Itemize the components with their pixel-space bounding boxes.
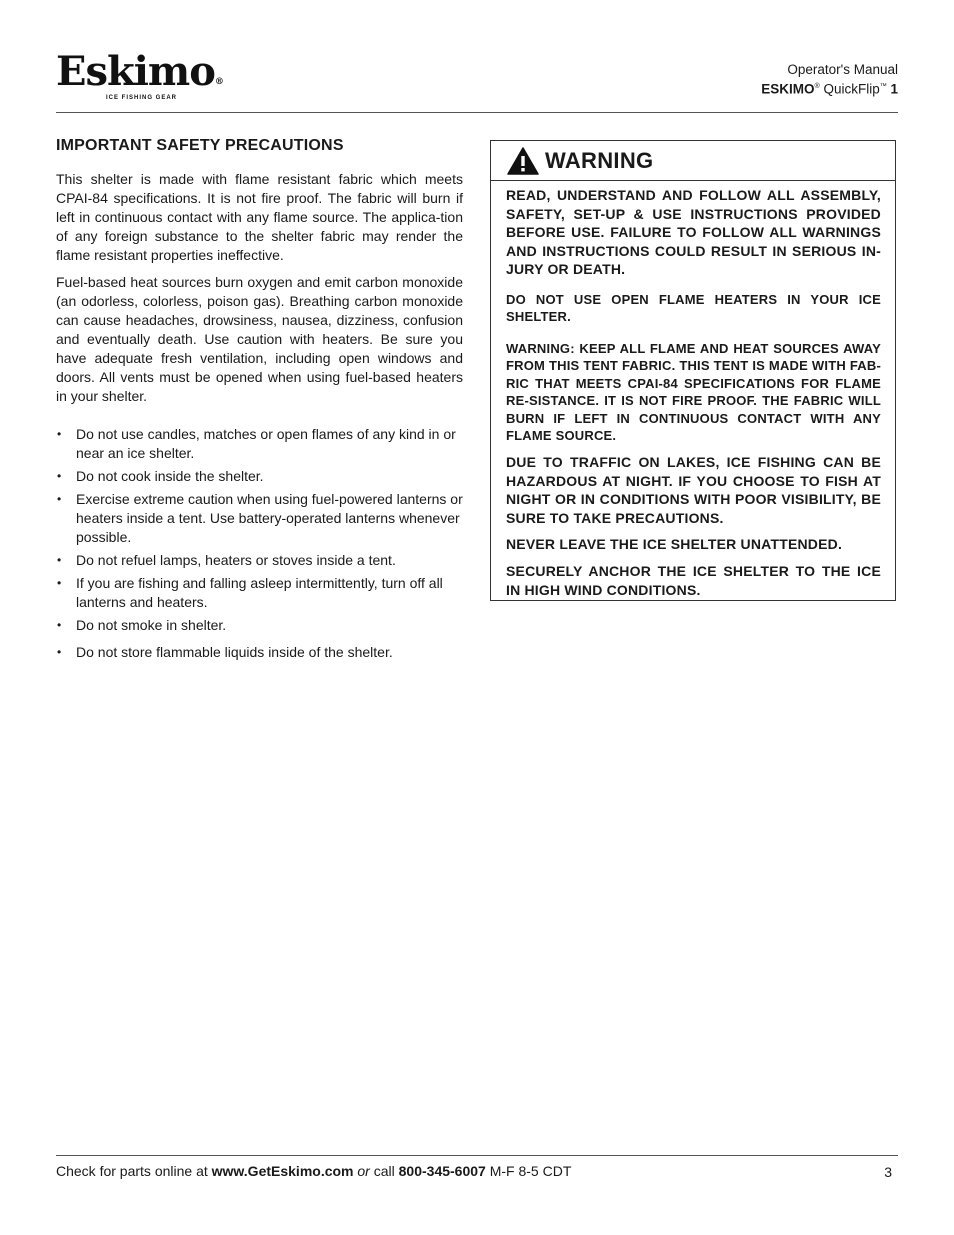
warning-paragraph: READ, UNDERSTAND AND FOLLOW ALL ASSEMBLY, SAFETY, SET-UP & USE INSTRUCTIONS PROVIDED BEFORE USE. FAILURE TO FOLLOW ALL WARNINGS AND INSTRUCTIONS COULD RESULT IN SERIOUS IN-JURY OR DEATH. <box>506 187 881 278</box>
product-name: QuickFlip <box>823 81 880 97</box>
product-model: 1 <box>890 81 898 97</box>
logo-tagline: ICE FISHING GEAR <box>106 95 178 101</box>
list-item: • Do not store flammable liquids inside of the shelter. <box>57 644 393 660</box>
list-item: • Do not smoke in shelter. <box>57 617 227 633</box>
list-item: • Exercise extreme caution when using fuel-powered lanterns or heaters inside a tent. Use battery-operated lanterns whenever possible. <box>57 491 463 545</box>
website-link[interactable]: www.GetEskimo.com <box>211 1163 354 1179</box>
warning-paragraph: NEVER LEAVE THE ICE SHELTER UNATTENDED. <box>506 536 843 553</box>
list-item: • If you are fishing and falling asleep intermittently, turn off all lanterns and heaters. <box>57 575 443 610</box>
warning-paragraph: WARNING: KEEP ALL FLAME AND HEAT SOURCES AWAY FROM THIS TENT FABRIC. THIS TENT IS MADE WITH FAB-RIC THAT MEETS CPAI-84 SPECIFICATIONS FOR FLAME RE-SISTANCE. IT IS NOT FIRE PROOF. THE FABRIC WILL BURN IF LEFT IN CONTINUOUS CONTACT WITH ANY FLAME SOURCE. <box>506 340 881 444</box>
logo-reg-mark: ® <box>214 77 223 87</box>
tm-mark: ™ <box>879 83 887 90</box>
list-item: • Do not refuel lamps, heaters or stoves inside a tent. <box>57 552 396 568</box>
warning-paragraph: DUE TO TRAFFIC ON LAKES, ICE FISHING CAN BE HAZARDOUS AT NIGHT. IF YOU CHOOSE TO FISH AT NIGHT OR IN CONDITIONS WITH POOR VISIBILITY, BE SURE TO TAKE PRECAUTIONS. <box>506 453 881 526</box>
page-number: 3 <box>884 1164 892 1180</box>
bullet-icon: • <box>57 427 62 441</box>
bullet-icon: • <box>57 553 62 567</box>
bullet-icon: • <box>57 492 62 506</box>
manual-header <box>761 61 898 98</box>
footer-divider <box>56 1155 898 1156</box>
safety-precautions-section <box>56 137 463 666</box>
bullet-icon: • <box>57 618 62 632</box>
footer-contact: Check for parts online at www.GetEskimo.com or call 800-345-6007 M-F 8-5 CDT <box>56 1163 572 1179</box>
warning-title: WARNING <box>545 147 654 173</box>
list-item: • Do not cook inside the shelter. <box>57 468 264 484</box>
bullet-icon: • <box>57 645 62 659</box>
brand-name: ESKIMO <box>761 81 815 97</box>
warning-header <box>491 141 895 181</box>
eskimo-logo <box>56 48 223 104</box>
product-line <box>761 78 898 98</box>
bullet-icon: • <box>57 469 62 483</box>
precaution-list <box>56 425 463 662</box>
warning-paragraph: DO NOT USE OPEN FLAME HEATERS IN YOUR ICE SHELTER. <box>506 291 881 325</box>
warning-triangle-icon <box>507 147 539 175</box>
logo-wordmark: Eskimo <box>56 48 215 95</box>
warning-paragraph: SECURELY ANCHOR THE ICE SHELTER TO THE ICE IN HIGH WIND CONDITIONS. <box>506 562 881 598</box>
list-item: • Do not use candles, matches or open flames of any kind in or near an ice shelter. <box>57 426 456 461</box>
bullet-icon: • <box>57 576 62 590</box>
warning-body <box>491 181 895 599</box>
paragraph: Fuel-based heat sources burn oxygen and emit carbon monoxide (an odorless, colorless, poison gas). Breathing carbon monoxide can cause headaches, drowsiness, nausea, dizziness, confusion and eventually death. Use caution with heaters. Be sure you have adequate fresh ventilation, including open windows and doors. All vents must be opened when using fuel-based heaters in your shelter. <box>56 274 463 404</box>
reg-mark: ® <box>814 83 820 90</box>
section-title: IMPORTANT SAFETY PRECAUTIONS <box>56 137 344 154</box>
paragraph: This shelter is made with flame resistant fabric which meets CPAI-84 specifications. It is not fire proof. The fabric will burn if left in continuous contact with any flame source. The applica-tion of any foreign substance to the shelter fabric may render the flame resistant properties ineffective. <box>56 171 463 263</box>
warning-box <box>490 140 896 601</box>
header-divider <box>56 112 898 113</box>
phone-number: 800-345-6007 <box>398 1163 486 1179</box>
doc-type: Operator's Manual <box>787 62 898 77</box>
